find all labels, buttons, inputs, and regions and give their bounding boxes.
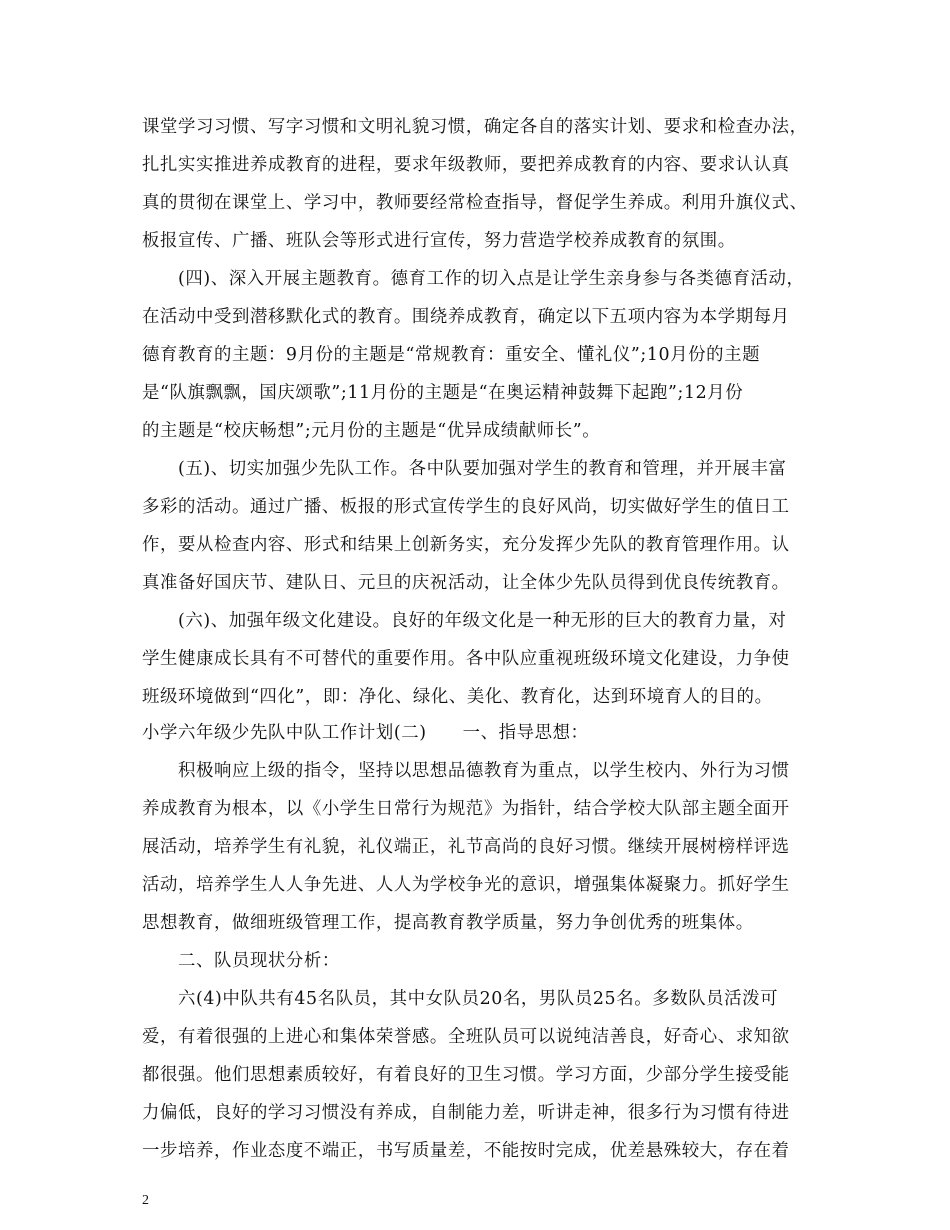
text-line: 都很强。他们思想素质较好，有着良好的卫生习惯。学习方面，少部分学生接受能 (142, 1065, 790, 1085)
text-line: 养成教育为根本，以《小学生日常行为规范》为指针，结合学校大队部主题全面开 (142, 799, 790, 819)
text-line: 爱，有着很强的上进心和集体荣誉感。全班队员可以说纯洁善良，好奇心、求知欲 (142, 1027, 790, 1047)
text-line: 真准备好国庆节、建队日、元旦的庆祝活动，让全体少先队员得到优良传统教育。 (142, 573, 790, 593)
text-line: 班级环境做到“四化”，即：净化、绿化、美化、教育化，达到环境育人的目的。 (142, 687, 773, 707)
text-line: 作，要从检查内容、形式和结果上创新务实，充分发挥少先队的教育管理作用。认 (142, 535, 790, 555)
text-line: 积极响应上级的指令，坚持以思想品德教育为重点，以学生校内、外行为习惯 (142, 761, 790, 781)
text-line: 学生健康成长具有不可替代的重要作用。各中队应重视班级环境文化建设，力争使 (142, 649, 790, 669)
text-line: (五)、切实加强少先队工作。各中队要加强对学生的教育和管理，并开展丰富 (142, 459, 787, 479)
text-line: 展活动，培养学生有礼貌，礼仪端正，礼节高尚的良好习惯。继续开展树榜样评选 (142, 837, 790, 857)
text-line: 的主题是“校庆畅想”;元月份的主题是“优异成绩献师长”。 (142, 421, 601, 441)
text-line: (四)、深入开展主题教育。德育工作的切入点是让学生亲身参与各类德育活动， (142, 269, 805, 289)
text-line: 多彩的活动。通过广播、板报的形式宣传学生的良好风尚，切实做好学生的值日工 (142, 497, 790, 517)
text-line: 板报宣传、广播、班队会等形式进行宣传，努力营造学校养成教育的氛围。 (142, 231, 736, 251)
text-line: 是“队旗飘飘，国庆颂歌”;11月份的主题是“在奥运精神鼓舞下起跑”;12月份 (142, 383, 744, 403)
text-line: 活动，培养学生人人争先进、人人为学校争光的意识，增强集体凝聚力。抓好学生 (142, 875, 790, 895)
page-number: 2 (142, 1193, 149, 1208)
section-heading-line: 二、队员现状分析： (142, 951, 340, 971)
text-line: 思想教育，做细班级管理工作，提高教育教学质量，努力争创优秀的班集体。 (142, 913, 754, 933)
text-line: 德育教育的主题：9月份的主题是“常规教育：重安全、懂礼仪”;10月份的主题 (142, 345, 761, 365)
text-line: 课堂学习习惯、写字习惯和文明礼貌习惯，确定各自的落实计划、要求和检查办法， (142, 117, 808, 137)
text-line: 在活动中受到潜移默化式的教育。围绕养成教育，确定以下五项内容为本学期每月 (142, 307, 790, 327)
text-line: 六(4)中队共有45名队员，其中女队员20名，男队员25名。多数队员活泼可 (142, 989, 779, 1009)
text-line: 一步培养，作业态度不端正，书写质量差，不能按时完成，优差悬殊较大，存在着 (142, 1141, 790, 1161)
text-line: (六)、加强年级文化建设。良好的年级文化是一种无形的巨大的教育力量，对 (142, 611, 787, 631)
section-heading-line: 小学六年级少先队中队工作计划(二) 一、指导思想： (142, 723, 589, 743)
text-line: 扎扎实实推进养成教育的进程，要求年级教师，要把养成教育的内容、要求认认真 (142, 155, 790, 175)
text-line: 真的贯彻在课堂上、学习中，教师要经常检查指导，督促学生养成。利用升旗仪式、 (142, 193, 808, 213)
text-line: 力偏低，良好的学习习惯没有养成，自制能力差，听讲走神，很多行为习惯有待进 (142, 1103, 790, 1123)
